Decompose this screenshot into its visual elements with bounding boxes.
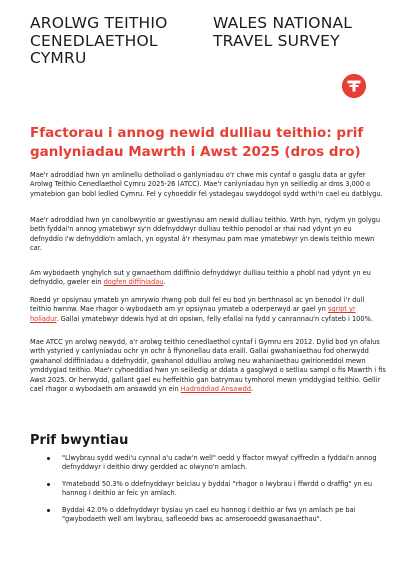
list-item: [30, 480, 386, 499]
quality-text: Mae ATCC yn arolwg newydd, a'r arolwg teithio cenedlaethol cyntaf i Gymru ers 2012. Dylid bod yn ofalus wrth ystyried y canlyniadau ochr yn ochr â ffynonellau data eraill. Gallai gwahaniaethau fod oherwydd gwahanol ddiffiniadau a ddefnyddir, gwahanol ddulliau arolwg neu wahaniaethau gwirioneddol mewn ymddygiad teithio. Mae'r cyhoeddiad hwn yn seiliedig ar ddata a gasglwyd o setliau sampl o fis Mawrth i fis Awst 2025. Or herwydd, gallant gael eu heffeithio gan batrymau tymhorol mewn ymddygiad teithio. Gellir cael rhagor o wybodaeth am ansawdd yn ein: [30, 338, 386, 394]
response-options-text: Roedd yr opsiynau ymateb yn amrywio rhwng pob dull fel eu bod yn berthnasol ac yn benodol i'r dull teithio hwnnw. Mae rhagor o wybodaeth am yr opsiynau ymateb a oderperwyd ar gael yn: [30, 296, 365, 314]
key-points-heading: Prif bwyntiau: [30, 433, 129, 448]
quality-end: .: [251, 385, 254, 394]
quality-report-link[interactable]: Hadroddiad Ansawdd: [180, 385, 251, 394]
definitions-text: Am wybodaeth ynghylch sut y gwnaethom ddiffinio defnyddwyr dulliau teithio a phobl nad ydynt yn eu defnyddio, gweler ein: [30, 269, 371, 287]
list-item: [30, 454, 386, 473]
focus-paragraph: Mae'r adroddiad hwn yn canolbwyntio ar gwestiynau am newid dulliau teithio. Wrth hyn, rydym yn golygu beth fyddai'n annog ymatebwyr sy'n ddefnyddwyr dulliau teithio penodol ar rhai nad ydynt yn eu defnyddio i'w defnyddio'n amlach, yn ogystal â'r rhesymau pam mae ymatebwyr yn dewis teithio mewn car.: [30, 216, 381, 253]
transport-for-wales-logo-icon: [342, 74, 366, 98]
brand-title-english: WALES NATIONAL TRAVEL SURVEY: [213, 14, 353, 50]
bullet-icon: [47, 509, 50, 512]
intro-paragraph: Mae'r adroddiad hwn yn amlinellu detholiad o ganlyniadau o'r chwe mis cyntaf o gasglu data ar gyfer Arolwg Teithio Cenedlaethol Cymru 2025-26 (ATCC). Mae'r canlyniadau hyn yn seiliedig ar dros 3,000 o ymatebion gan bobl ledled Cymru. Fel y cyhoeddir fel ystadegau swyddogol sydd wrthi'n cael eu datblygu.: [30, 171, 383, 198]
definitions-end: .: [163, 278, 166, 287]
list-item-text: "Llwybrau sydd wedi'u cynnal a'u cadw'n well" oedd y ffactor mwyaf cyffredin a fyddai'n annog defnyddwyr i deithio drwy gerdded ac olwyno'n amlach.: [62, 454, 377, 472]
questionnaire-script-link[interactable]: sgript yr holiadur: [30, 305, 356, 323]
bullet-icon: [47, 483, 50, 486]
list-item: [30, 506, 386, 525]
definitions-paragraph: [30, 269, 386, 288]
response-options-end: . Gallai ymatebwyr ddewis hyd at dri opsiwn, felly efallai na fydd y canrannau'n cyfateb i 100%.: [56, 314, 373, 323]
brand-header: [30, 15, 370, 75]
definitions-document-link[interactable]: dogfen diffiniadau: [103, 278, 164, 287]
list-item-text: Ymatebodd 50.3% o ddefnyddwyr beiciau y byddai "rhagor o lwybrau i ffwrdd o draffig" yn eu hannog i deithio ar feic yn amlach.: [62, 479, 373, 498]
list-item-text: Byddai 42.0% o ddefnyddwyr bysiau yn cael eu hannog i deithio ar fws yn amlach pe bai "gwybodaeth well am lwybrau, safleoedd bws ac amserooedd gwasanaethau".: [62, 505, 356, 524]
page-title: Ffactorau i annog newid dulliau teithio: prif ganlyniadau Mawrth i Awst 2025 (dros dro): [30, 125, 364, 160]
brand-title-welsh: AROLWG TEITHIO CENEDLAETHOL CYMRU: [30, 14, 168, 67]
key-points-list: [30, 454, 386, 531]
quality-paragraph: [30, 338, 386, 394]
response-options-paragraph: [30, 296, 386, 324]
bullet-icon: [47, 457, 50, 460]
